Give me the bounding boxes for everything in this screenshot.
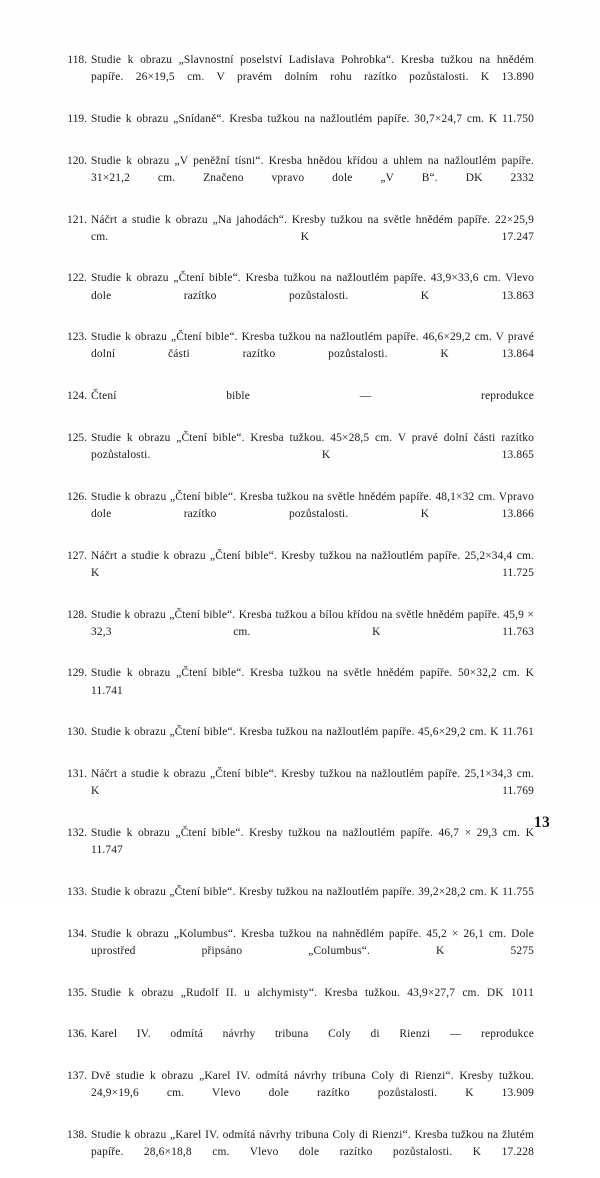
catalog-entry (62, 985, 534, 1019)
entry-number: 122. (66, 272, 87, 285)
entry-description: Náčrt a studie k obrazu „Čtení bible“. Kresby tužkou na nažloutlém papíře. 25,1×34,3 cm. K 11.769 (91, 768, 534, 798)
entry-number: 119. (67, 112, 87, 125)
entry-description: Dvě studie k obrazu „Karel IV. odmítá návrhy tribuna Coly di Rienzi“. Kresby tužkou. 24,9×19,6 cm. Vlevo dole razítko pozůstalosti. K 13.909 (91, 1070, 534, 1100)
entry-description: Studie k obrazu „Čtení bible“. Kresby tužkou na nažloutlém papíře. 46,7 × 29,3 cm. K 11.747 (91, 826, 534, 857)
catalog-entry (62, 926, 534, 977)
catalog-entry-list (62, 52, 534, 1178)
catalog-entry (62, 825, 534, 876)
catalog-entry (62, 270, 534, 321)
entry-number: 125. (66, 431, 87, 444)
catalog-entry (62, 388, 534, 422)
catalog-entry (62, 212, 534, 263)
catalog-entry (62, 489, 534, 540)
entry-number: 135. (66, 986, 87, 999)
entry-number: 132. (66, 826, 87, 839)
entry-description: Studie k obrazu „Čtení bible“. Kresba tužkou na světle hnědém papíře. 50×32,2 cm. K 11.741 (91, 667, 534, 697)
entry-number: 138. (66, 1128, 87, 1141)
entry-number: 133. (66, 885, 87, 898)
entry-description: Studie k obrazu „Karel IV. odmítá návrhy tribuna Coly di Rienzi“. Kresba tužkou na žlutém papíře. 28,6×18,8 cm. Vlevo dole razítko pozůstalosti. K 17.228 (91, 1128, 534, 1159)
catalog-entry (62, 111, 534, 145)
entry-description: Náčrt a studie k obrazu „Na jahodách“. Kresby tužkou na světle hnědém papíře. 22×25,9 cm. K 17.247 (91, 213, 534, 243)
entry-number: 124. (66, 390, 87, 403)
entry-description: Karel IV. odmítá návrhy tribuna Coly di Rienzi — reprodukce (91, 1028, 534, 1041)
entry-number: 129. (66, 667, 87, 680)
catalog-entry (62, 329, 534, 380)
entry-description: Studie k obrazu „Kolumbus“. Kresba tužkou na nahnědlém papíře. 45,2 × 26,1 cm. Dole uprostřed připsáno „Columbus“. K 5275 (91, 927, 534, 957)
catalog-entry (62, 548, 534, 599)
catalog-entry (62, 1068, 534, 1119)
catalog-entry (62, 52, 534, 103)
entry-number: 134. (66, 927, 87, 940)
entry-number: 126. (66, 490, 87, 503)
entry-description: Studie k obrazu „Slavnostní poselství Ladislava Pohrobka“. Kresba tužkou na hnědém papíře. 26×19,5 cm. V pravém dolním rohu razítko pozůstalosti. K 13.890 (91, 54, 534, 84)
entry-number: 120. (66, 154, 87, 167)
catalog-entry (62, 884, 534, 918)
catalog-entry (62, 153, 534, 204)
catalog-entry (62, 724, 534, 758)
entry-description: Studie k obrazu „Čtení bible“. Kresba tužkou na nažloutlém papíře. 46,6×29,2 cm. V pravé dolní části razítko pozůstalosti. K 13.864 (91, 331, 534, 361)
entry-description: Čtení bible — reprodukce (91, 390, 534, 403)
entry-description: Náčrt a studie k obrazu „Čtení bible“. Kresby tužkou na nažloutlém papíře. 25,2×34,4 cm. K 11.725 (91, 549, 534, 579)
entry-number: 118. (67, 54, 87, 66)
entry-number: 121. (66, 213, 87, 226)
entry-number: 131. (66, 768, 87, 781)
entry-number: 127. (66, 549, 87, 562)
entry-number: 130. (66, 726, 87, 739)
catalog-entry (62, 766, 534, 817)
catalog-entry (62, 607, 534, 658)
catalog-entry (62, 1026, 534, 1060)
entry-number: 137. (66, 1070, 87, 1083)
entry-description: Studie k obrazu „Čtení bible“. Kresby tužkou na nažloutlém papíře. 39,2×28,2 cm. K 11.755 (91, 885, 534, 898)
entry-number: 136. (66, 1028, 87, 1041)
entry-number: 128. (66, 608, 87, 621)
entry-description: Studie k obrazu „Čtení bible“. Kresba tužkou na nažloutlém papíře. 45,6×29,2 cm. K 11.761 (91, 726, 534, 739)
entry-number: 123. (66, 331, 87, 344)
catalog-entry (62, 665, 534, 716)
entry-description: Studie k obrazu „Snídaně“. Kresba tužkou na nažloutlém papíře. 30,7×24,7 cm. K 11.750 (91, 112, 534, 125)
entry-description: Studie k obrazu „V peněžní tísni“. Kresba hnědou křídou a uhlem na nažloutlém papíře. 31×21,2 cm. Značeno vpravo dole „V B“. DK 2332 (91, 154, 534, 184)
entry-description: Studie k obrazu „Čtení bible“. Kresba tužkou. 45×28,5 cm. V pravé dolní části razítko pozůstalosti. K 13.865 (91, 431, 534, 462)
catalog-entry (62, 430, 534, 481)
page-number: 13 (533, 814, 550, 831)
entry-description: Studie k obrazu „Čtení bible“. Kresba tužkou a bílou křídou na světle hnědém papíře. 45,9 × 32,3 cm. K 11.763 (91, 608, 534, 638)
entry-description: Studie k obrazu „Čtení bible“. Kresba tužkou na světle hnědém papíře. 48,1×32 cm. Vpravo dole razítko pozůstalosti. K 13.866 (91, 490, 534, 520)
entry-description: Studie k obrazu „Rudolf II. u alchymisty“. Kresba tužkou. 43,9×27,7 cm. DK 1011 (91, 986, 534, 999)
entry-description: Studie k obrazu „Čtení bible“. Kresba tužkou na nažloutlém papíře. 43,9×33,6 cm. Vlevo dole razítko pozůstalosti. K 13.863 (91, 272, 534, 302)
catalog-entry (62, 1127, 534, 1178)
